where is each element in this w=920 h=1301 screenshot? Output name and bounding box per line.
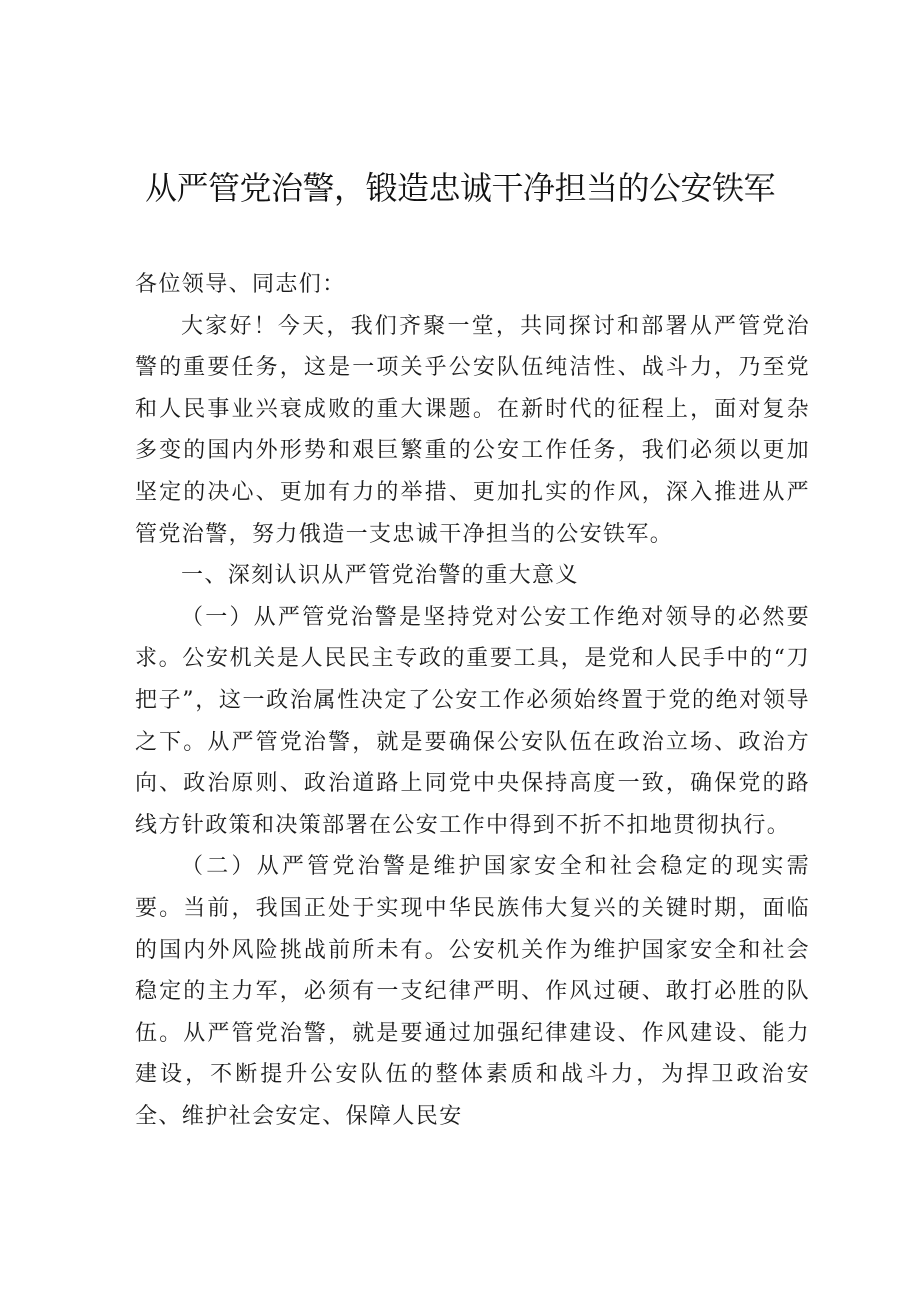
intro-paragraph: 大家好！今天，我们齐聚一堂，共同探讨和部署从严管党治警的重要任务，这是一项关乎公安队伍纯洁性、战斗力，乃至党和人民事业兴衰成败的重大课题。在新时代的征程上，面对复杂多变的国内外形势和艰巨繁重的公安工作任务，我们必须以更加坚定的决心、更加有力的举措、更加扎实的作风，深入推进从严管党治警，努力俄造一支忠诚干净担当的公安铁军。 (135, 313, 810, 547)
section-1-2-paragraph: （二）从严管党治警是维护国家安全和社会稳定的现实需要。当前，我国正处于实现中华民族伟大复兴的关键时期，面临的国内外风险挑战前所未有。公安机关作为维护国家安全和社会稳定的主力军，必须有一支纪律严明、作风过硬、敢打必胜的队伍。从严管党治警，就是要通过加强纪律建设、作风建设、能力建设，不断提升公安队伍的整体素质和战斗力，为捍卫政治安全、维护社会安定、保障人民安 (135, 854, 810, 1129)
salutation: 各位领导、同志们： (135, 272, 346, 297)
section-1-1-paragraph: （一）从严管党治警是坚持党对公安工作绝对领导的必然要求。公安机关是人民民主专政的重要工具，是党和人民手中的“刀把子”，这一政治属性决定了公安工作必须始终置于党的绝对领导之下。从严管党治警，就是要确保公安队伍在政治立场、政治方向、政治原则、政治道路上同党中央保持高度一致，确保党的路线方针政策和决策部署在公安工作中得到不折不扣地贯彻执行。 (135, 604, 810, 838)
section-1-heading: 一、深刻认识从严管党治警的重大意义 (181, 563, 579, 589)
document-body (135, 264, 810, 1137)
document-title: 从严管党治警，锻造忠诚干净担当的公安铁军 (144, 169, 775, 207)
